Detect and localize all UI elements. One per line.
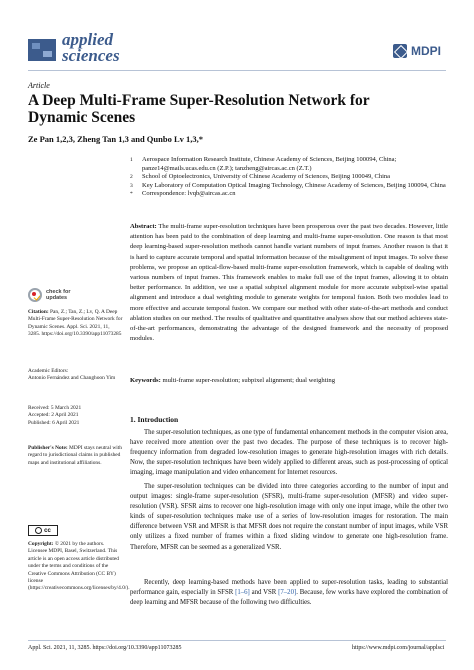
check-updates-icon (28, 288, 42, 302)
footer-journal-link[interactable]: https://www.mdpi.com/journal/applsci (352, 645, 445, 651)
affiliation-item (130, 182, 450, 191)
cc-label: cc (44, 527, 51, 534)
body-paragraph (130, 578, 448, 608)
mdpi-logo-icon (393, 44, 407, 58)
paragraph-1: The super-resolution techniques, as one type of fundamental enhancement methods in the computer vision area, have received more attention over the past two decades. The purpose of these techniques is to recover high-frequency information from degraded low-resolution images to generate high-resolution images with rich details. Now, the super-resolution techniques have been widely applied to different areas, such as post-processing of optical imaging, image manipulation and video enhancement for Internet resources. (130, 429, 448, 477)
keywords-text: multi-frame super-resolution; subpixel alignment; dual weighting (162, 377, 335, 384)
received-date: Received: 5 March 2021 (28, 405, 82, 411)
dates (28, 405, 123, 427)
reference-link[interactable]: [1–6] (235, 589, 250, 597)
check-updates-line2: updates (46, 295, 68, 301)
journal-logo-icon (28, 39, 56, 61)
footer-citation: Appl. Sci. 2021, 11, 3285. https://doi.org/10.3390/app11073285 (28, 645, 182, 651)
body-paragraph (130, 428, 448, 478)
copyright-label: Copyright: (28, 541, 54, 547)
citation-text: Pan, Z.; Tan, Z.; Lv, Q. A Deep Multi-Frame Super-Resolution Network for Dynamic Scenes. Appl. Sci. 2021, 11, 3285. https://doi.org/10.3390/app11073285 (28, 309, 123, 338)
affiliation-item (130, 190, 450, 199)
keywords-label: Keywords: (130, 377, 161, 384)
journal-name (62, 32, 120, 64)
paragraph-3-text: and VSR (249, 589, 279, 597)
header-divider (28, 70, 446, 71)
affiliation-number: 1 (130, 157, 133, 163)
check-updates-line1: check for (46, 289, 71, 295)
editors-label: Academic Editors: (28, 368, 69, 374)
body-paragraph (130, 482, 448, 553)
paragraph-3-text: Recently, deep learning-based methods have been applied to super-resolution tasks, leading to substantial performance gain, especially in SFSR (130, 579, 448, 597)
abstract-text: The multi-frame super-resolution techniques have been prosperous over the past two decades. However, little attention has been paid to the combination of deep learning and multi-frame super-resolution. One reason is that most deep learning-based super-resolution methods cannot handle variant numbers of input frames. Another reason is that it is hard to capture accurate temporal and spatial information because of the misalignment of input images. To solve these problems, we propose an optical-flow-based multi-frame super-resolution framework, which is capable of dealing with various numbers of input frames. This framework enables to make full use of the input frames, allowing it to obtain better performance. In addition, we use a spatial subpixel alignment module for more accurate subpixel-wise spatial alignment and introduce a dual weighting module to generate weights for temporal fusion. Both two modules lead to more effective and accurate temporal fusion. We compare our method with other state-of-the-art methods and conduct ablation studies on our method. The results of qualitative and quantitative analyses show that our method achieves state-of-the-art performances, demonstrating the advantage of the designed framework and the necessity of proposed modules. (130, 223, 449, 343)
affiliation-text: School of Optoelectronics, University of Chinese Academy of Sciences, Beijing 100049, China (142, 173, 391, 181)
copyright-text: © 2021 by the authors. Licensee MDPI, Basel, Switzerland. This article is an open access article distributed under the terms and conditions of the Creative Commons Attribution (CC BY) license (https://creativecommons.org/licenses/by/4.0/). (28, 541, 130, 592)
paragraph-3-text: . Because, few works have explored the combination of deep learning and MFSR because of the following two difficulties. (130, 589, 448, 607)
section-title: 1. Introduction (130, 415, 179, 424)
reference-link[interactable]: [7–20] (278, 589, 297, 597)
affiliations (130, 156, 450, 199)
abstract (130, 222, 448, 344)
footer-divider (28, 640, 446, 641)
article-type: Article (28, 81, 50, 90)
publisher-note-label: Publisher's Note: (28, 445, 68, 451)
journal-name-line1: applied (62, 30, 113, 49)
affiliation-text: Key Laboratory of Computation Optical Imaging Technology, Chinese Academy of Sciences, Beijing 100094, China (142, 181, 446, 189)
check-updates-label (46, 289, 70, 301)
article-title: A Deep Multi-Frame Super-Resolution Network for Dynamic Scenes (28, 92, 370, 126)
article-authors: Ze Pan 1,2,3, Zheng Tan 1,3 and Qunbo Lv 1,3,* (28, 134, 204, 144)
affiliation-item (130, 156, 450, 173)
publisher-logo (393, 44, 441, 58)
affiliation-item (130, 173, 450, 182)
affiliation-number: * (130, 191, 133, 198)
paragraph-3 (130, 578, 448, 608)
citation-label: Citation: (28, 309, 49, 315)
journal-name-line2: sciences (62, 46, 120, 65)
affiliation-text: Correspondence: lvqb@aircas.ac.cn (142, 190, 236, 198)
check-for-updates-badge[interactable] (28, 288, 70, 302)
editors-text: Antonio Fernández and Changhoon Yim (28, 375, 116, 382)
accepted-date: Accepted: 2 April 2021 (28, 412, 79, 419)
affiliation-number: 3 (130, 182, 133, 189)
published-date: Published: 6 April 2021 (28, 419, 80, 426)
publisher-note-text: MDPI stays neutral with regard to jurisdictional claims in published maps and institutional affiliations. (28, 445, 122, 466)
academic-editors (28, 368, 123, 383)
publisher-note (28, 445, 123, 467)
paragraph-2: The super-resolution techniques can be divided into three categories according to the number of input and output images: single-frame super-resolution (SFSR), multi-frame super-resolution (MFSR) and video super-resolution (VSR). SFSR aims to recover one high-resolution image with only one input image, while the other two kinds of super-resolution techniques make use of a series of low-resolution images for restoration. The main difference between VSR and MFSR is that MFSR does not require the constant number of input images, while VSR only utilizes a fixed number of frames within a fixed sliding window to generate one high-resolution frame. Therefore, MFSR can be seemed as a generalized VSR. (130, 483, 448, 551)
keywords (130, 376, 448, 386)
affiliation-text: Aerospace Information Research Institute, Chinese Academy of Sciences, Beijing 100094, China; panze14@mails.ucas.edu.cn (Z.P.); tanzheng@aircas.ac.cn (Z.T.) (142, 156, 397, 172)
citation (28, 309, 123, 339)
affiliation-number: 2 (130, 174, 133, 181)
copyright (28, 541, 130, 593)
cc-license-badge[interactable] (28, 525, 58, 536)
abstract-label: Abstract: (130, 223, 157, 230)
publisher-name: MDPI (411, 44, 441, 58)
cc-icon (35, 527, 42, 534)
